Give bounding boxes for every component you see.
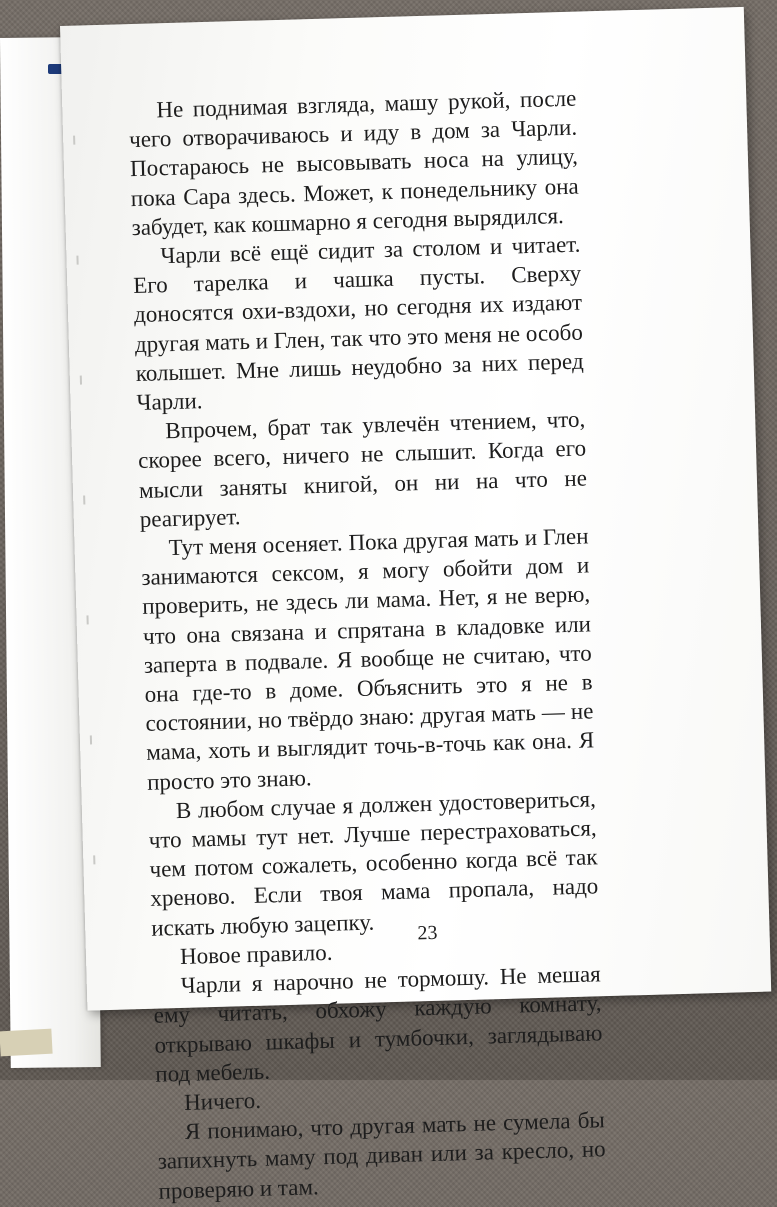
binding-stitch: [90, 735, 92, 744]
paragraph: Впрочем, брат так увлечён чтением, что, скорее всего, ничего не слышит. Когда его мысли заняты книгой, он ни на что не реагирует.: [137, 406, 588, 532]
page-number: 23: [417, 921, 438, 945]
paragraph: Ничего.: [183, 1087, 262, 1115]
paragraph: Не поднимая взгляда, машу рукой, после чего отворачиваюсь и иду в дом за Чарли. Постараюсь не высовывать носа на улицу, пока Сара здесь. Может, к понедельнику она забудет, как кошмарно я сегодня вырядился.: [128, 85, 580, 240]
binding-stitch: [80, 376, 82, 385]
paragraph: В любом случае я должен удостовериться, что мамы тут нет. Лучше перестраховаться, чем потом сожалеть, особенно когда всё так хреново. Если твоя мама пропала, надо искать любую зацепку.: [148, 786, 599, 941]
book-page: [60, 7, 771, 1204]
paragraph: Я понимаю, что другая мать не сумела бы запихнуть маму под диван или за кресло, но проверяю и там.: [157, 1107, 606, 1204]
paragraph: Чарли я нарочно не тормошу. Не мешая ему читать, обхожу каждую комнату, открываю шкафы и тумбочки, заглядываю под мебель.: [153, 961, 603, 1087]
paragraph: Тут меня осеняет. Пока другая мать и Глен занимаются сексом, я могу обойти дом и проверить, не здесь ли мама. Нет, я не верю, что она связана и спрятана в кладовке или заперта в подвале. Я вообще не считаю, что она где-то в доме. Объяснить это я не в состоянии, но твёрдо знаю: другая мать — не мама, хоть и выглядит точь-в-точь как она. Я просто это знаю.: [141, 523, 595, 795]
binding-stitch: [73, 136, 75, 145]
binding-stitch: [93, 855, 95, 864]
book-bottom-spine: [0, 1029, 53, 1057]
binding-stitch: [86, 615, 88, 624]
paragraph: Новое правило.: [179, 939, 333, 969]
binding-stitch: [83, 495, 85, 504]
paragraph: Чарли всё ещё сидит за столом и читает. Его тарелка и чашка пусты. Сверху доносятся охи-вздохи, но сегодня их издают другая мать и Глен, так что это меня не особо колышет. Мне лишь неудобно за них перед Чарли.: [132, 231, 584, 416]
page-text: [128, 84, 607, 1206]
binding-stitch: [76, 256, 78, 265]
